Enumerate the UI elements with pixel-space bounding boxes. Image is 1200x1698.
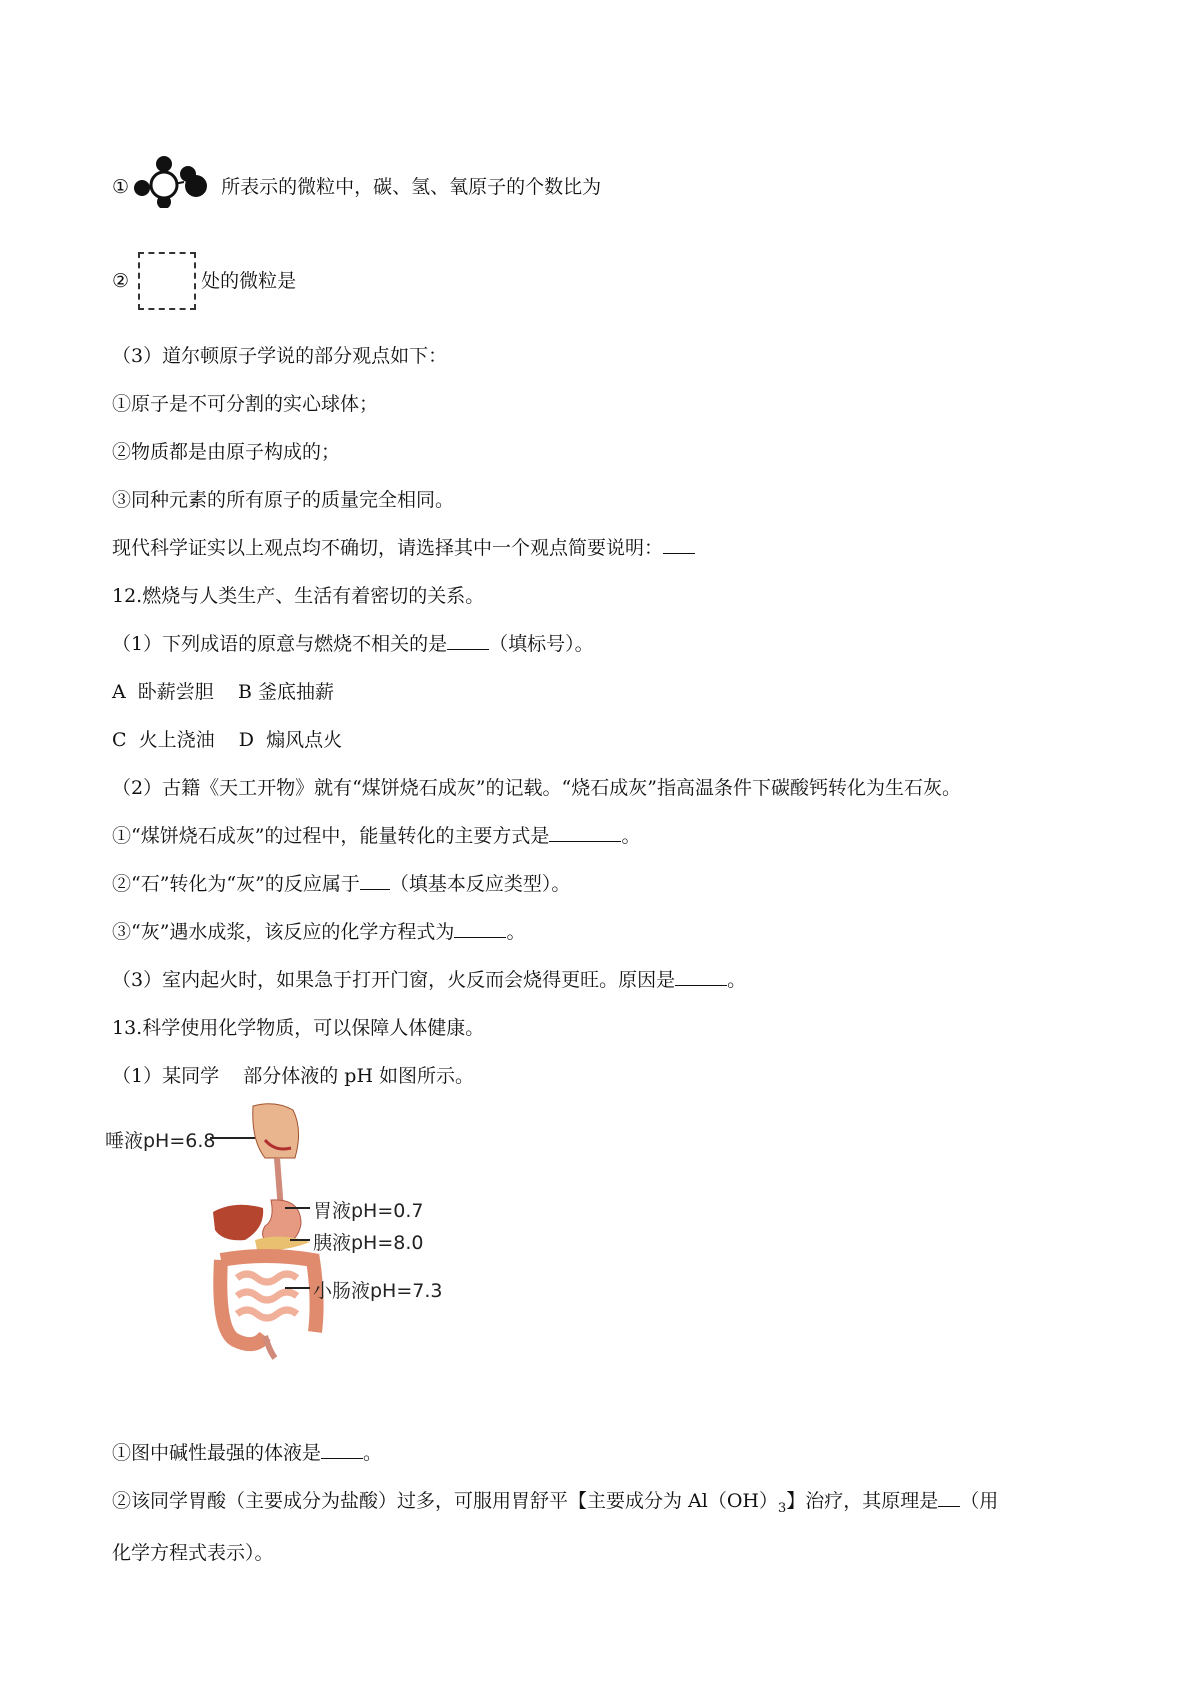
saliva-ph-label: 唾液pH=6.8 — [105, 1130, 216, 1152]
answer-blank[interactable] — [454, 919, 506, 938]
q12-options-ab: A 卧薪尝胆 B 釜底抽薪 — [112, 681, 334, 703]
q13-question-2 — [112, 1488, 998, 1522]
q13-question-2-text: ②该同学胃酸（主要成分为盐酸）过多，可服用胃舒平【主要成分为 Al（OH） — [112, 1490, 778, 1512]
dalton-heading: （3）道尔顿原子学说的部分观点如下： — [112, 345, 448, 367]
missing-particle-box — [138, 252, 196, 310]
q13-question-2-text-c: （用 — [960, 1490, 999, 1512]
period: 。 — [506, 921, 526, 943]
q12-part2-3 — [112, 919, 525, 945]
intestinal-ph-label: 小肠液pH=7.3 — [313, 1280, 443, 1302]
q12-part2-3-text: ③“灰”遇水成浆，该反应的化学方程式为 — [112, 921, 455, 943]
q12-part2-2-tail: （填基本反应类型）。 — [389, 873, 571, 895]
answer-blank[interactable] — [447, 631, 489, 650]
q13-question-2-text-b: 】治疗，其原理是 — [786, 1490, 939, 1512]
q12-part2-2-text: ②“石”转化为“灰”的反应属于 — [112, 873, 360, 895]
dalton-point-3: ③同种元素的所有原子的质量完全相同。 — [112, 489, 455, 511]
molecule-question-text: 所表示的微粒中，碳、氢、氧原子的个数比为 — [221, 176, 602, 198]
q12-part1 — [112, 631, 594, 657]
q12-part3-text: （3）室内起火时，如果急于打开门窗，火反而会烧得更旺。原因是 — [112, 969, 676, 991]
q13-title: 13.科学使用化学物质，可以保障人体健康。 — [112, 1017, 485, 1039]
digestive-system-figure — [105, 1100, 485, 1360]
answer-blank[interactable] — [663, 535, 695, 554]
q12-part3 — [112, 967, 746, 993]
q12-part1-text: （1）下列成语的原意与燃烧不相关的是 — [112, 633, 448, 655]
answer-blank[interactable] — [360, 871, 390, 890]
dalton-question — [112, 535, 695, 561]
dalton-question-text: 现代科学证实以上观点均不确切，请选择其中一个观点简要说明： — [112, 537, 664, 559]
q12-part2-2 — [112, 871, 570, 897]
answer-blank[interactable] — [675, 967, 727, 986]
q13-question-1-text: ①图中碱性最强的体液是 — [112, 1442, 322, 1464]
q12-part2-1 — [112, 823, 640, 849]
question-number: ① — [112, 176, 130, 198]
q13-question-1 — [112, 1440, 382, 1466]
period: 。 — [727, 969, 747, 991]
box-question-text: 处的微粒是 — [201, 270, 297, 292]
answer-blank[interactable] — [549, 823, 621, 842]
question-number: ② — [112, 270, 130, 292]
gastric-ph-label: 胃液pH=0.7 — [313, 1200, 424, 1222]
answer-blank[interactable] — [938, 1488, 960, 1507]
q12-part2: （2）古籍《天工开物》就有“煤饼烧石成灰”的记载。“烧石成灰”指高温条件下碳酸钙转化为生石灰。 — [112, 777, 961, 799]
period: 。 — [363, 1442, 383, 1464]
molecule-icon — [132, 152, 212, 208]
q13-part1: （1）某同学 部分体液的 pH 如图所示。 — [112, 1065, 475, 1087]
pancreatic-ph-label: 胰液pH=8.0 — [313, 1232, 424, 1254]
subscript: 3 — [778, 1500, 787, 1516]
period: 。 — [621, 825, 641, 847]
q12-title: 12.燃烧与人类生产、生活有着密切的关系。 — [112, 585, 485, 607]
q12-options-cd: C 火上浇油 D 煽风点火 — [112, 729, 343, 751]
dalton-point-1: ①原子是不可分割的实心球体； — [112, 393, 379, 415]
q12-part2-1-text: ①“煤饼烧石成灰”的过程中，能量转化的主要方式是 — [112, 825, 550, 847]
q12-part1-tail: （填标号）。 — [489, 633, 594, 655]
dalton-point-2: ②物质都是由原子构成的； — [112, 441, 341, 463]
answer-blank[interactable] — [321, 1440, 363, 1459]
q13-question-2-cont: 化学方程式表示）。 — [112, 1542, 274, 1564]
